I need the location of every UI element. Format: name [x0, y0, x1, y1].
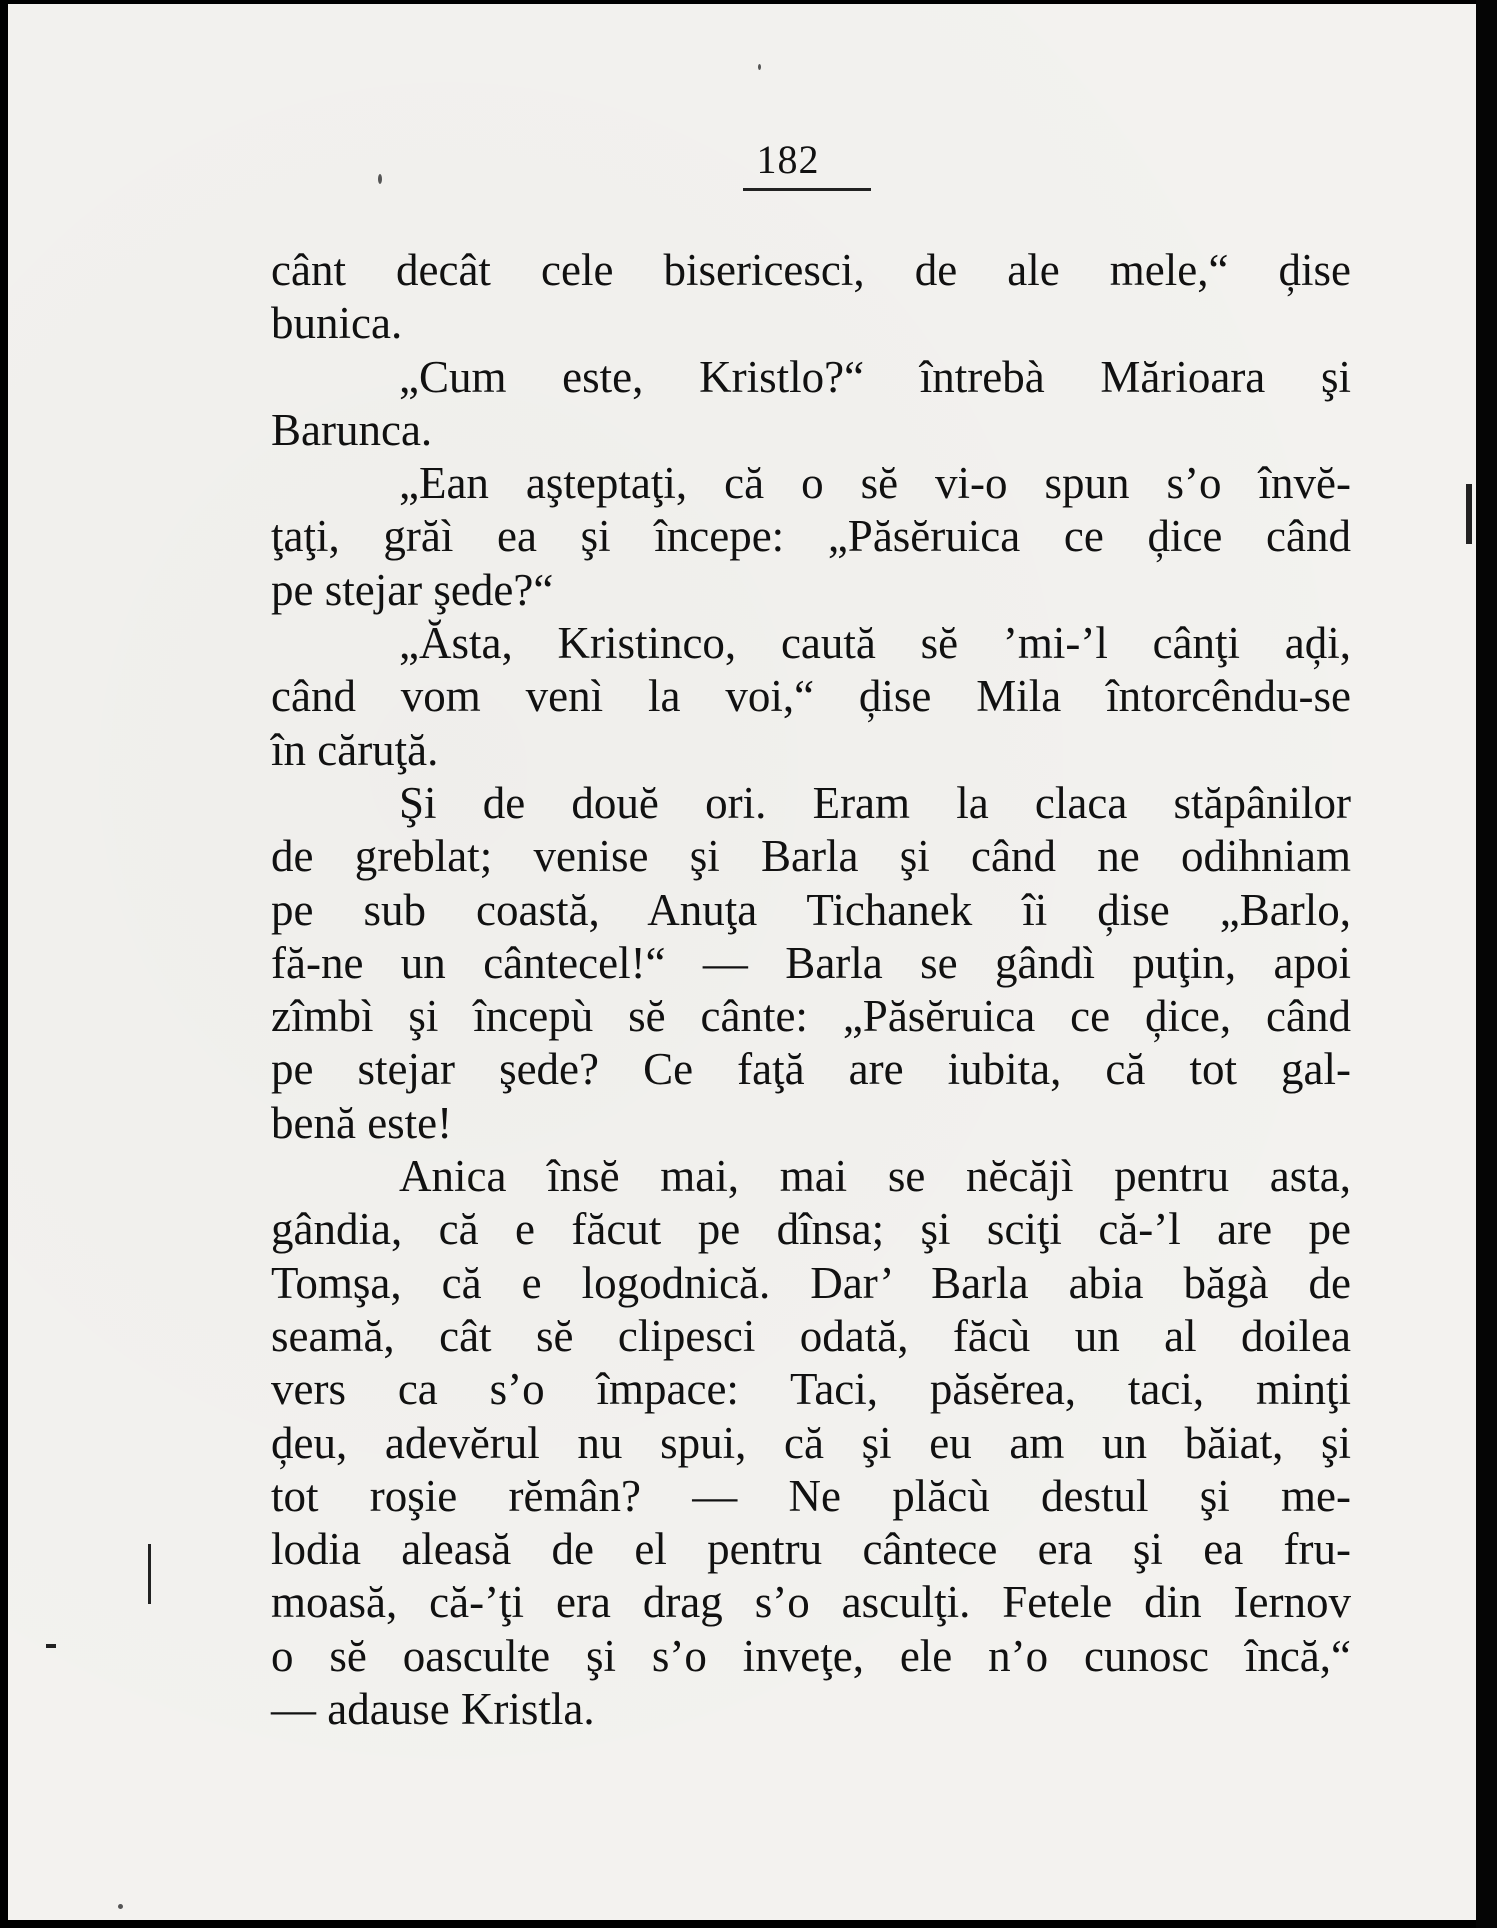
body-text [271, 244, 1351, 1736]
text-line: pe stejar şede?“ [271, 564, 554, 615]
text-line: Şi de douĕ ori. Eram la claca stăpânilor [399, 777, 1351, 828]
text-line: „Ean aşteptaţi, că o sĕ vi-o spun s’o învĕ- [399, 458, 1351, 509]
text-line: — adause Kristla. [271, 1684, 595, 1735]
text-line: cânt decât cele bisericesci, de ale mele,“ ḑise [271, 245, 1351, 295]
text-line: zîmbì şi începù sĕ cânte: „Păsĕruica ce ḑice, când [271, 991, 1351, 1042]
scan-speck [378, 174, 382, 184]
text-line: fă-ne un cântecel!“ — Barla se gândì puţin, apoi [271, 937, 1351, 988]
text-line: Anica însĕ mai, mai se nĕcăjì pentru asta, [399, 1151, 1351, 1202]
scan-mark [46, 1644, 56, 1648]
scan-speck [758, 64, 761, 70]
scan-mark [1466, 484, 1472, 544]
text-line: gândia, că e făcut pe dînsa; şi sciţi că-’l are pe [271, 1204, 1351, 1255]
scan-speck [118, 1904, 123, 1909]
scan-border [1476, 0, 1497, 1928]
text-line: ţaţi, grăì ea şi începe: „Păsĕruica ce ḑice când [271, 511, 1351, 562]
book-page [8, 4, 1476, 1920]
text-line: când vom venì la voi,“ ḑise Mila întorcêndu-se [271, 671, 1351, 722]
text-line: pe stejar şede? Ce faţă are iubita, că tot gal- [271, 1044, 1351, 1095]
text-line: pe sub coastă, Anuţa Tichanek îi ḑise „Barlo, [271, 884, 1351, 935]
text-line: Tomşa, că e logodnică. Dar’ Barla abia băgà de [271, 1257, 1351, 1308]
text-line: tot roşie rĕmân? — Ne plăcù destul şi me- [271, 1470, 1351, 1521]
text-line: vers ca s’o împace: Taci, păsĕrea, taci, minţi [271, 1364, 1351, 1415]
text-line: „Cum este, Kristlo?“ întrebà Mărioara şi [399, 351, 1351, 402]
text-line: ḑeu, adevĕrul nu spui, că şi eu am un băiat, şi [271, 1417, 1351, 1468]
text-line: o sĕ oasculte şi s’o inveţe, ele n’o cunosc încă,“ [271, 1630, 1351, 1681]
text-line: seamă, cât sĕ clipesci odată, făcù un al doilea [271, 1310, 1351, 1361]
page-number: 182 [756, 137, 820, 182]
scan-mark [148, 1544, 151, 1604]
text-line: benă este! [271, 1097, 453, 1148]
text-line: „Ăsta, Kristinco, caută sĕ ’mi-’l cânţi aḑi, [399, 618, 1351, 669]
text-line: Barunca. [271, 404, 433, 455]
text-line: în căruţă. [271, 724, 439, 775]
text-line: lodia aleasă de el pentru cântece era şi ea fru- [271, 1524, 1351, 1575]
text-line: de greblat; venise şi Barla şi când ne odihniam [271, 831, 1351, 882]
text-line: moasă, că-’ţi era drag s’o asculţi. Fetele din Iernov [271, 1577, 1351, 1628]
page-number-rule [743, 188, 871, 191]
text-line: bunica. [271, 298, 403, 349]
